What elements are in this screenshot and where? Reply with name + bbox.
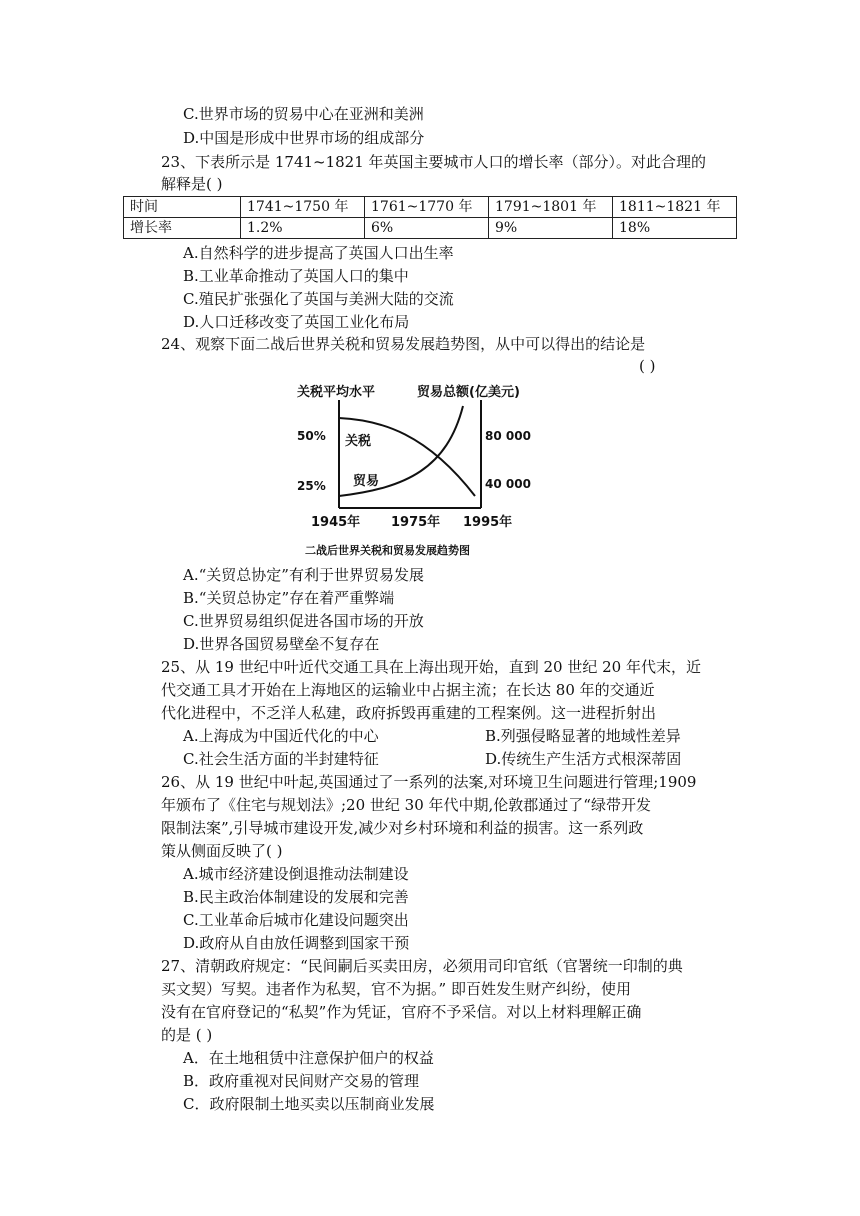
q27-option-a: A．在土地租赁中注意保护佃户的权益 [183,1049,434,1067]
tariff-curve-label: 关税 [345,434,372,449]
trade-curve-label: 贸易 [353,474,380,489]
table-cell: 增长率 [124,218,241,239]
q25-stem-line2: 代交通工具才开始在上海地区的运输业中占据主流；在长达 80 年的交通近 [161,681,655,699]
q27-stem-line2: 买文契）写契。违者作为私契，官不为据。” 即百姓发生财产纠纷，使用 [161,980,631,998]
right-tick-80000: 80 000 [485,429,531,443]
table-cell: 9% [489,218,613,239]
q24-answer-blank: ( ) [639,357,656,375]
q26-option-d: D.政府从自由放任调整到国家干预 [183,934,410,952]
q26-option-b: B.民主政治体制建设的发展和完善 [183,888,409,906]
q26-stem-line3: 限制法案”,引导城市建设开发,减少对乡村环境和利益的损害。这一系列政 [161,819,644,837]
table-cell: 1791~1801 年 [489,197,613,218]
q27-stem-line4: 的是 ( ) [161,1026,213,1044]
table-cell: 1741~1750 年 [241,197,365,218]
x-tick-1995: 1995年 [463,515,513,530]
q24-stem-line1: 24、观察下面二战后世界关税和贸易发展趋势图，从中可以得出的结论是 [161,335,646,353]
x-tick-1945: 1945年 [311,515,361,530]
q23-growth-table [123,196,737,239]
right-tick-40000: 40 000 [485,477,531,491]
q25-stem-line1: 25、从 19 世纪中叶近代交通工具在上海出现开始，直到 20 世纪 20 年代末，近 [161,658,701,676]
q25-option-a: A.上海成为中国近代化的中心 [183,727,379,745]
left-tick-50: 50% [297,429,326,443]
q26-stem-line2: 年颁布了《住宅与规划法》;20 世纪 30 年代中期,伦敦郡通过了“绿带开发 [161,796,651,814]
q23-stem-line2: 解释是( ) [161,175,223,193]
table-row [124,197,737,218]
table-cell: 1761~1770 年 [365,197,489,218]
q26-stem-line1: 26、从 19 世纪中叶起,英国通过了一系列的法案,对环境卫生问题进行管理;1909 [161,773,697,791]
q23-option-b: B.工业革命推动了英国人口的集中 [183,267,409,285]
q23-stem-line1: 23、下表所示是 1741~1821 年英国主要城市人口的增长率（部分）。对此合理的 [161,153,707,171]
q23-option-d: D.人口迁移改变了英国工业化布局 [183,313,410,331]
table-row [124,218,737,239]
q23-option-c: C.殖民扩张强化了英国与美洲大陆的交流 [183,290,454,308]
table-cell: 6% [365,218,489,239]
figure-caption: 二战后世界关税和贸易发展趋势图 [305,544,470,557]
q25-option-c: C.社会生活方面的半封建特征 [183,750,379,768]
q24-option-d: D.世界各国贸易壁垒不复存在 [183,635,380,653]
right-axis-title: 贸易总额(亿美元) [417,385,520,400]
table-cell: 1811~1821 年 [613,197,737,218]
table-cell: 1.2% [241,218,365,239]
table-cell: 18% [613,218,737,239]
q24-option-b: B.“关贸总协定”存在着严重弊端 [183,589,395,607]
q22-option-c: C.世界市场的贸易中心在亚洲和美洲 [183,105,424,123]
q27-option-b: B．政府重视对民间财产交易的管理 [183,1072,420,1090]
table-cell: 时间 [124,197,241,218]
q24-option-c: C.世界贸易组织促进各国市场的开放 [183,612,424,630]
q27-option-c: C．政府限制土地买卖以压制商业发展 [183,1095,435,1113]
q27-stem-line1: 27、清朝政府规定：“民间嗣后买卖田房，必须用司印官纸（官署统一印制的典 [161,957,683,975]
left-axis-title: 关税平均水平 [297,385,376,400]
q26-stem-line4: 策从侧面反映了( ) [161,842,283,860]
q27-stem-line3: 没有在官府登记的“私契”作为凭证，官府不予采信。对以上材料理解正确 [161,1003,642,1021]
q25-option-b: B.列强侵略显著的地域性差异 [485,727,681,745]
left-tick-25: 25% [297,479,326,493]
q26-option-c: C.工业革命后城市化建设问题突出 [183,911,409,929]
q26-option-a: A.城市经济建设倒退推动法制建设 [183,865,409,883]
q23-option-a: A.自然科学的进步提高了英国人口出生率 [183,244,454,262]
q24-option-a: A.“关贸总协定”有利于世界贸易发展 [183,566,424,584]
x-tick-1975: 1975年 [391,515,441,530]
tariff-trade-trend-figure [297,378,552,560]
q22-option-d: D.中国是形成中世界市场的组成部分 [183,129,425,147]
q25-stem-line3: 代化进程中，不乏洋人私建，政府拆毁再重建的工程案例。这一进程折射出 [161,704,657,722]
q25-option-d: D.传统生产生活方式根深蒂固 [485,750,682,768]
